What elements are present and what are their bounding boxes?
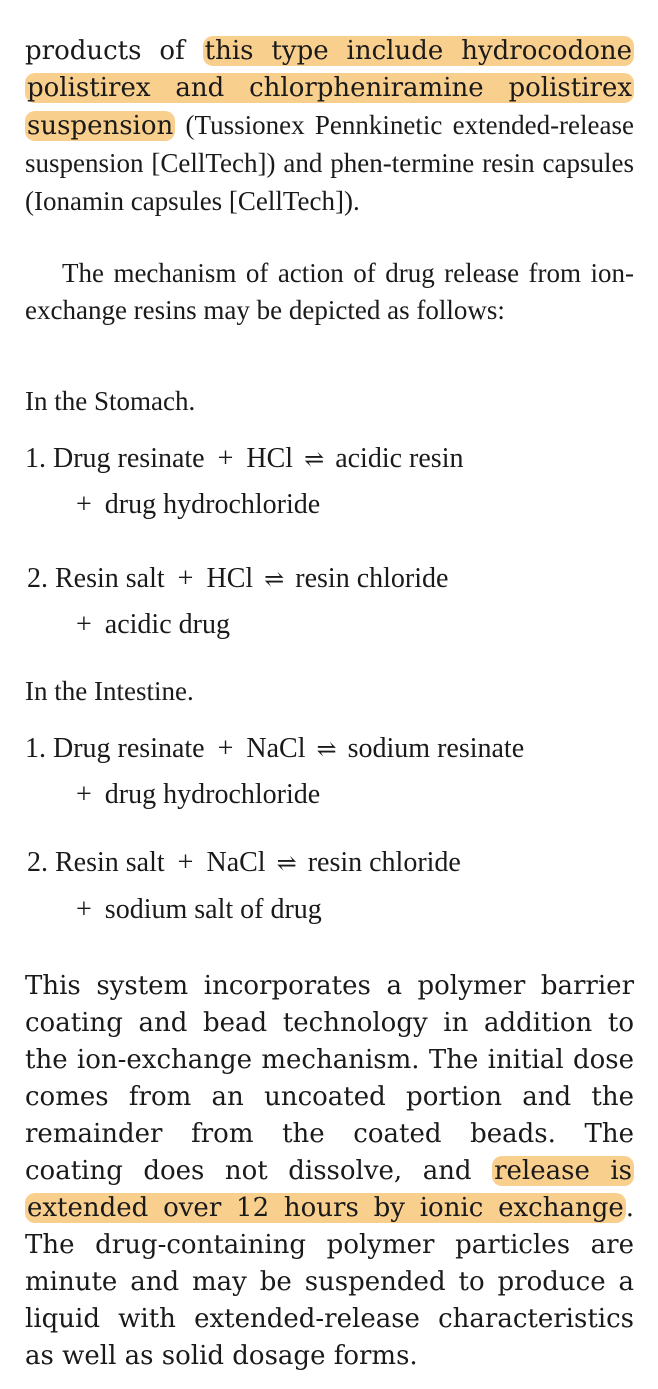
equation-intestine-1	[25, 733, 524, 765]
paragraph-system-post: . The drug-containing polymer particles are minute and may be suspended to produce a liquid with extended-release characteristics as well as solid dosage forms.	[25, 1193, 634, 1371]
paragraph-mechanism: The mechanism of action of drug release from ion-exchange resins may be depicted as follows:	[25, 258, 634, 325]
equation-continuation: acidic drug	[104, 609, 230, 640]
equilibrium-arrow-icon: ⇌	[316, 737, 337, 763]
plus-sign: +	[177, 847, 194, 878]
plus-sign: +	[76, 779, 92, 810]
equilibrium-arrow-icon: ⇌	[276, 851, 297, 877]
equation-number: 1.	[25, 443, 46, 474]
equation-stomach-2	[27, 563, 448, 595]
equation-number: 2.	[27, 847, 48, 878]
plus-sign: +	[177, 563, 194, 594]
plus-sign: +	[217, 443, 234, 474]
equation-intestine-2-continuation	[76, 894, 322, 926]
equation-continuation: drug hydrochloride	[104, 779, 321, 810]
equation-rhs: acidic resin	[335, 443, 464, 474]
equation-stomach-1	[25, 443, 463, 475]
paragraph-system	[25, 968, 634, 1375]
equation-number: 2.	[27, 563, 48, 594]
equation-rhs: resin chloride	[295, 563, 449, 594]
equilibrium-arrow-icon: ⇌	[264, 567, 285, 593]
equation-number: 1.	[25, 733, 46, 764]
paragraph-products-pre: products of	[25, 36, 203, 66]
equation-stomach-2-continuation	[76, 609, 230, 641]
plus-sign: +	[76, 489, 92, 520]
equation-continuation: drug hydrochloride	[104, 489, 321, 520]
equation-lhs: Resin salt	[55, 563, 165, 594]
equation-reagent: HCl	[246, 443, 294, 474]
equilibrium-arrow-icon: ⇌	[304, 447, 325, 473]
heading-stomach: In the Stomach.	[25, 386, 196, 416]
equation-rhs: sodium resinate	[347, 733, 525, 764]
equation-continuation: sodium salt of drug	[104, 894, 322, 925]
equation-reagent: HCl	[206, 563, 254, 594]
equation-lhs: Drug resinate	[53, 733, 205, 764]
paragraph-system-pre: This system incorporates a polymer barrier coating and bead technology in addition to the ion-exchange mechanism. The initial dose comes from an uncoated portion and the remainder from the coated beads. The coating does not dissolve, and	[25, 971, 634, 1186]
plus-sign: +	[76, 894, 92, 925]
equation-reagent: NaCl	[206, 847, 266, 878]
highlighted-text-hydrocodone: this type include hydrocodone polistirex and chlorpheniramine polistirex suspension	[27, 36, 633, 141]
equation-rhs: resin chloride	[307, 847, 461, 878]
plus-sign: +	[217, 733, 234, 764]
equation-reagent: NaCl	[246, 733, 306, 764]
plus-sign: +	[76, 609, 92, 640]
equation-intestine-1-continuation	[76, 779, 320, 811]
paragraph-products-post: (Tussionex Pennkinetic extended-release suspension [CellTech]) and phen-termine resin capsules (Ionamin capsules [CellTech]).	[25, 110, 634, 216]
heading-intestine: In the Intestine.	[25, 676, 194, 706]
equation-lhs: Drug resinate	[53, 443, 205, 474]
equation-lhs: Resin salt	[55, 847, 165, 878]
equation-stomach-1-continuation	[76, 489, 320, 521]
equation-intestine-2	[27, 847, 461, 879]
highlighted-text-release: release is extended over 12 hours by ionic exchange	[27, 1156, 632, 1223]
paragraph-products	[25, 33, 634, 221]
